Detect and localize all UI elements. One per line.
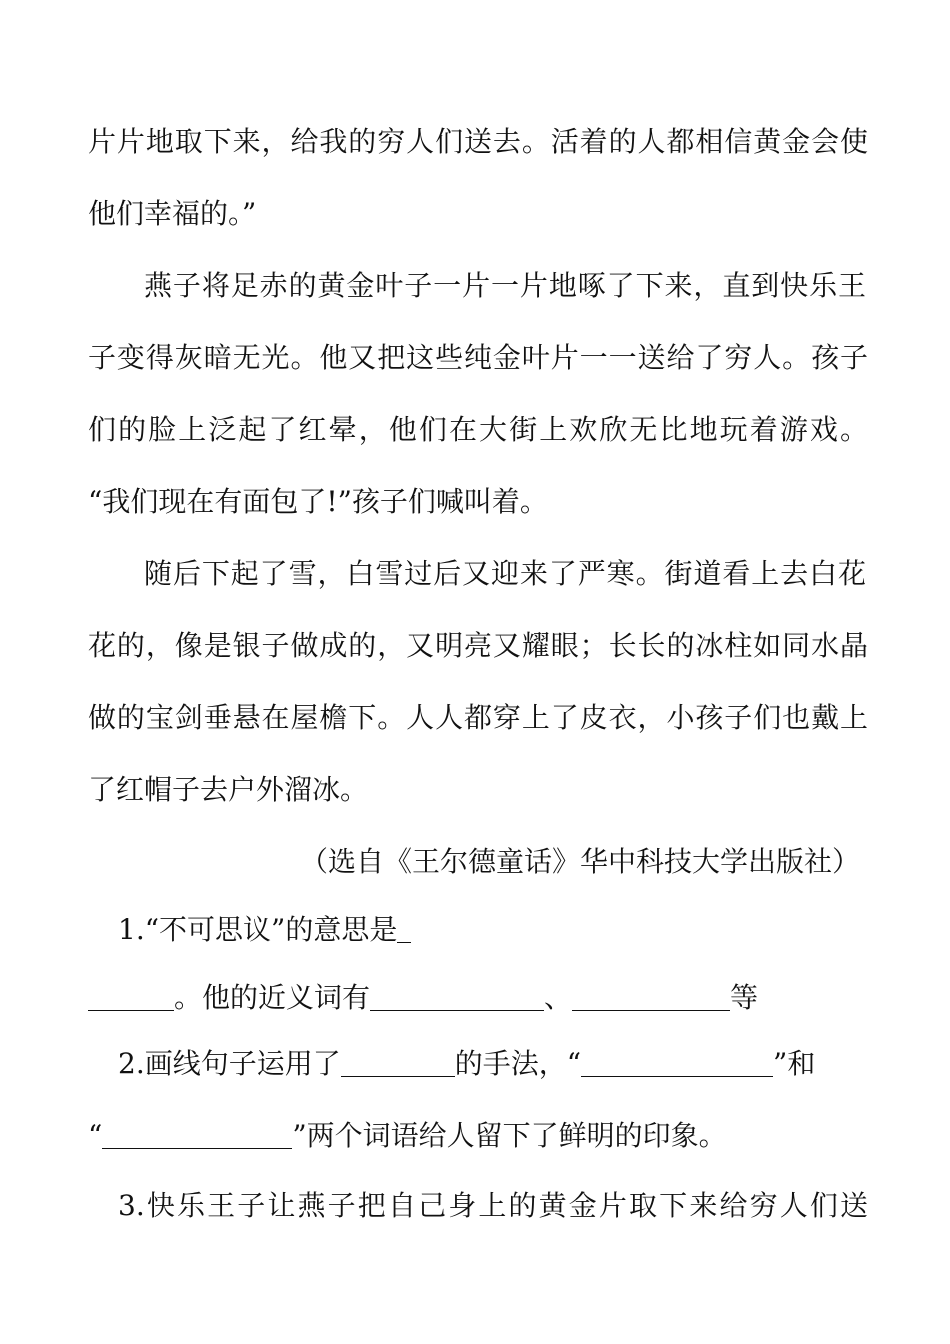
question-1-synonym-blank-2[interactable]	[572, 982, 730, 1011]
question-1-synonym-label: 。他的近义词有	[174, 981, 371, 1014]
question-2-text-d: ”两个词语给人留下了鲜明的印象。	[292, 1119, 727, 1152]
question-2-prompt: 2.画线句子运用了	[118, 1047, 341, 1080]
question-2-line-2	[88, 1118, 868, 1154]
passage-line-4: 子变得灰暗无光。他又把这些纯金叶片一一送给了穷人。孩子	[88, 341, 868, 374]
question-1-separator: 、	[544, 981, 573, 1014]
question-1-end: 等	[730, 981, 759, 1014]
question-2-word-blank-1[interactable]	[581, 1048, 773, 1077]
passage-line-6: “我们现在有面包了!”孩子们喊叫着。	[88, 485, 548, 518]
question-1-line-1	[118, 912, 868, 948]
question-1-meaning-blank[interactable]	[88, 982, 174, 1011]
question-2-text-b: 的手法，“	[454, 1047, 582, 1080]
passage-line-10: 了红帽子去户外溜冰。	[88, 773, 369, 806]
question-2-technique-blank[interactable]	[341, 1048, 455, 1077]
passage-line-9: 做的宝剑垂悬在屋檐下。人人都穿上了皮衣，小孩子们也戴上	[88, 701, 868, 734]
source-citation: （选自《王尔德童话》华中科技大学出版社）	[300, 845, 860, 878]
question-2-open-quote: “	[88, 1119, 103, 1152]
question-2-line-1	[118, 1046, 868, 1082]
passage-line-2: 他们幸福的。”	[88, 197, 257, 230]
question-1-blank-start[interactable]	[397, 914, 411, 943]
question-3-line-1: 3.快乐王子让燕子把自己身上的黄金片取下来给穷人们送	[118, 1189, 868, 1222]
question-1-line-2	[88, 980, 868, 1016]
passage-line-8: 花的，像是银子做成的，又明亮又耀眼；长长的冰柱如同水晶	[88, 629, 868, 662]
passage-line-3: 燕子将足赤的黄金叶子一片一片地啄了下来，直到快乐王	[144, 269, 866, 302]
passage-line-7: 随后下起了雪，白雪过后又迎来了严寒。街道看上去白花	[144, 557, 866, 590]
question-1-prompt: 1.“不可思议”的意思是	[118, 913, 398, 946]
passage-line-1: 片片地取下来，给我的穷人们送去。活着的人都相信黄金会使	[88, 125, 868, 158]
question-2-text-c: ”和	[773, 1047, 816, 1080]
question-1-synonym-blank-1[interactable]	[370, 982, 544, 1011]
passage-line-5: 们的脸上泛起了红晕，他们在大街上欢欣无比地玩着游戏。	[88, 413, 868, 446]
question-2-word-blank-2[interactable]	[102, 1120, 292, 1149]
